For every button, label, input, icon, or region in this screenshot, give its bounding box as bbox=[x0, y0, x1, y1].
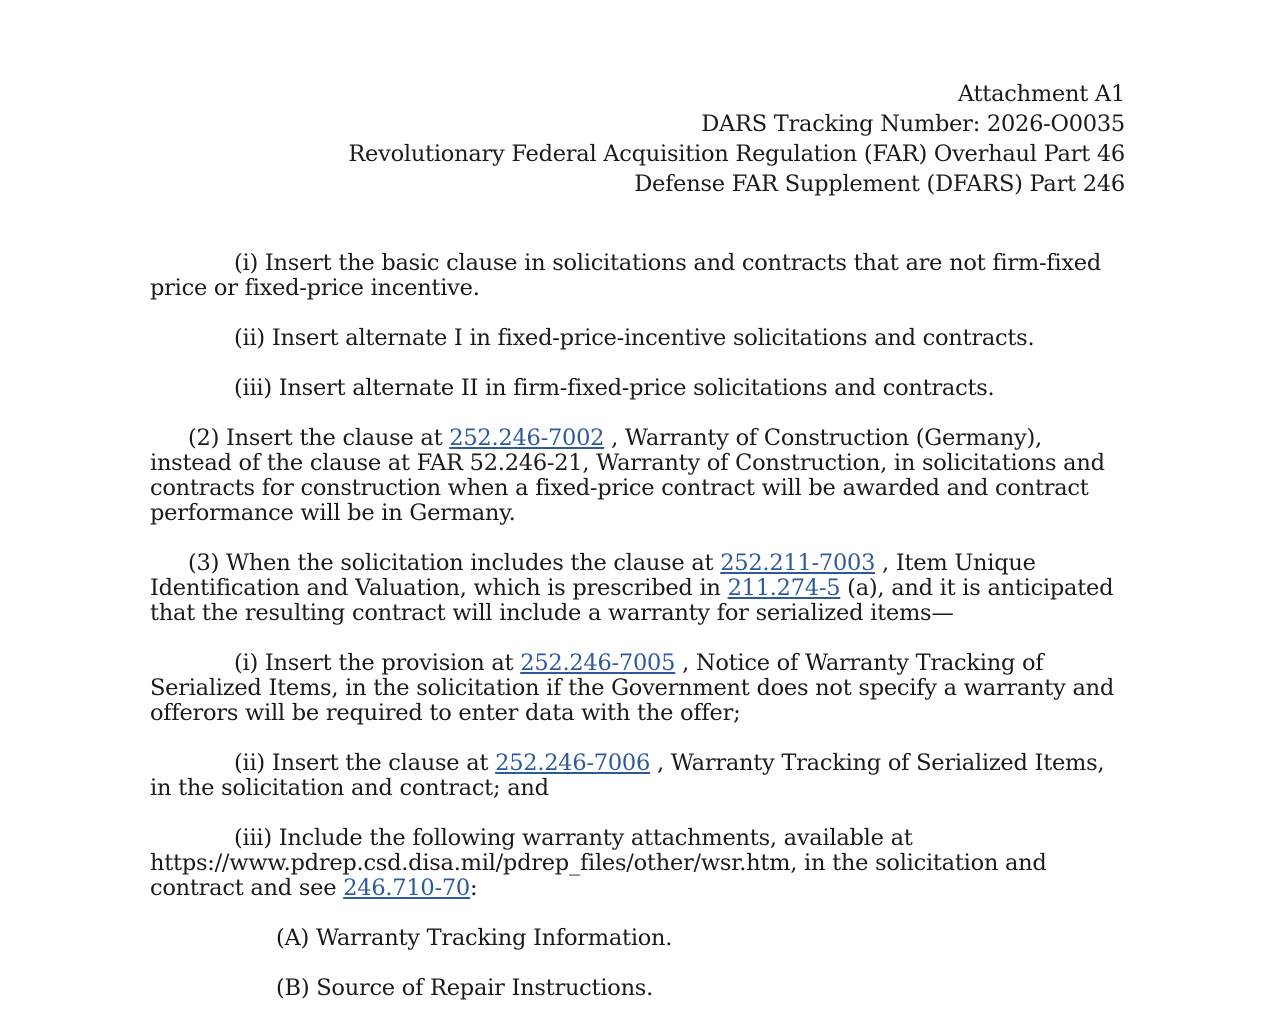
document-header bbox=[348, 79, 1125, 199]
paragraph-i-basic-clause: (i) Insert the basic clause in solicitations and contracts that are not firm-fixed price or fixed-price incentive. bbox=[150, 250, 1101, 301]
list-item-b-repair-instructions: (B) Source of Repair Instructions. bbox=[276, 975, 654, 1001]
link-252-211-7003[interactable]: 252.211-7003 bbox=[720, 550, 876, 576]
paragraph-text: : bbox=[469, 875, 478, 901]
link-252-246-7005[interactable]: 252.246-7005 bbox=[520, 650, 676, 676]
paragraph-text: , Warranty of Construction (Germany), instead of the clause at FAR 52.246-21, Warranty of Construction, in solicitations and contracts for construction when a fixed-price contract will be awarded and contract performance will be in Germany. bbox=[150, 425, 1105, 526]
paragraph-text: (3) When the solicitation includes the clause at bbox=[188, 550, 721, 576]
paragraph-text: (ii) Insert the clause at bbox=[234, 750, 496, 776]
paragraph-text: (i) Insert the provision at bbox=[234, 650, 521, 676]
paragraph-ii-alternate-i: (ii) Insert alternate I in fixed-price-incentive solicitations and contracts. bbox=[234, 325, 1035, 351]
paragraph-text: , Item Unique Identification and Valuation, which is prescribed in bbox=[150, 550, 1036, 601]
paragraph-3-item-unique-id bbox=[150, 551, 1125, 626]
paragraph-text: (a), and it is anticipated that the resulting contract will include a warranty for serialized items— bbox=[150, 575, 1114, 626]
list-item-a-tracking-info: (A) Warranty Tracking Information. bbox=[276, 925, 673, 951]
paragraph-text: , Notice of Warranty Tracking of Serialized Items, in the solicitation if the Government does not specify a warranty and offerors will be required to enter data with the offer; bbox=[150, 650, 1115, 726]
link-211-274-5[interactable]: 211.274-5 bbox=[727, 575, 841, 601]
paragraph-text: , Warranty Tracking of Serialized Items, in the solicitation and contract; and bbox=[150, 750, 1105, 801]
far-part-title: Revolutionary Federal Acquisition Regulation (FAR) Overhaul Part 46 bbox=[348, 141, 1125, 167]
paragraph-iii-attachments bbox=[150, 826, 1125, 901]
link-252-246-7006[interactable]: 252.246-7006 bbox=[495, 750, 651, 776]
tracking-number: DARS Tracking Number: 2026-O0035 bbox=[701, 111, 1125, 137]
paragraph-iii-alternate-ii: (iii) Insert alternate II in firm-fixed-price solicitations and contracts. bbox=[234, 375, 995, 401]
paragraph-text: (2) Insert the clause at bbox=[188, 425, 450, 451]
paragraph-i-notice-provision bbox=[150, 651, 1125, 726]
paragraph-2-germany-warranty bbox=[150, 426, 1125, 526]
attachment-label: Attachment A1 bbox=[957, 81, 1125, 107]
document-body bbox=[150, 251, 1125, 1026]
paragraph-ii-tracking-clause bbox=[150, 751, 1125, 801]
dfars-part-title: Defense FAR Supplement (DFARS) Part 246 bbox=[634, 171, 1125, 197]
link-246-710-70[interactable]: 246.710-70 bbox=[343, 875, 470, 901]
paragraph-text: (iii) Include the following warranty attachments, available at https://www.pdrep.csd.disa.mil/pdrep_files/other/wsr.htm, in the solicitation and contract and see bbox=[150, 825, 1047, 901]
link-252-246-7002[interactable]: 252.246-7002 bbox=[449, 425, 605, 451]
